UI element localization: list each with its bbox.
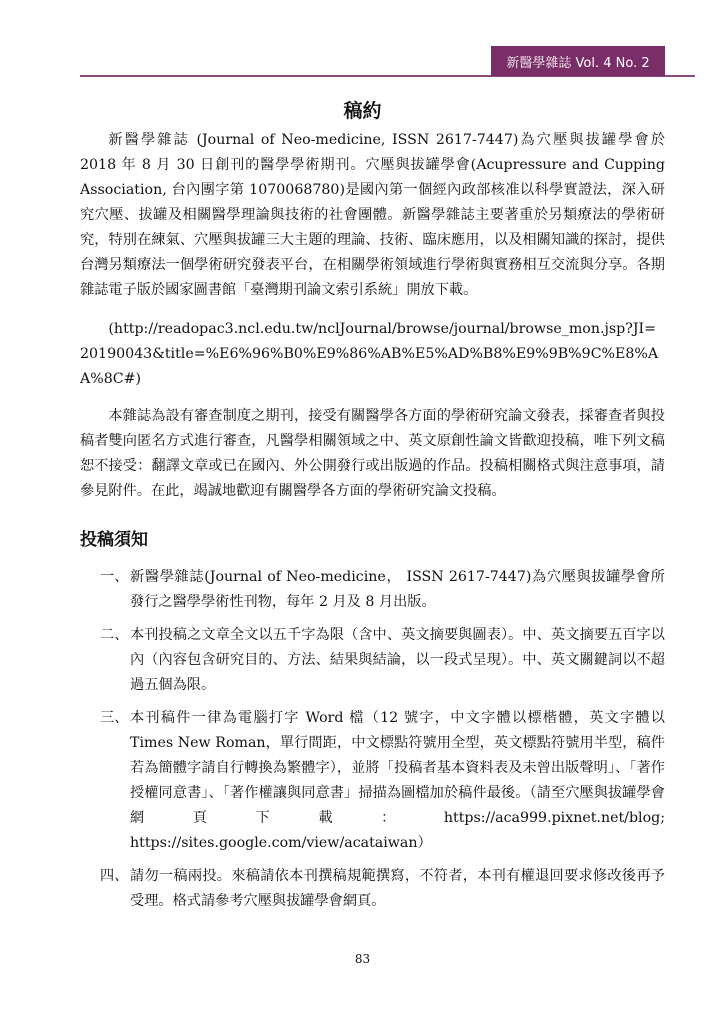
journal-header-badge: 新醫學雜誌 Vol. 4 No. 2: [491, 46, 665, 76]
rule-item: [80, 706, 665, 856]
rule-text: 新醫學雜誌(Journal of Neo-medicine， ISSN 2617-7447)為穴壓與拔罐學會所發行之醫學學術性刊物，每年 2 月及 8 月出版。: [130, 569, 665, 610]
rule-item: [80, 565, 665, 615]
rule-number: 三、: [100, 710, 129, 726]
page-number: 83: [354, 952, 371, 966]
rule-text: 請勿一稿兩投。來稿請依本刊撰稿規範撰寫，不符者，本刊有權退回要求修改後再予受理。格式請參考穴壓與拔罐學會網頁。: [130, 868, 665, 909]
rule-item: [80, 864, 665, 914]
submission-rules-list: [80, 565, 665, 914]
rule-number: 二、: [100, 627, 129, 643]
download-url[interactable]: (http://readopac3.ncl.edu.tw/nclJournal/browse/journal/browse_mon.jsp?JI=20190043&title=%E6%96%B0%E9%86%AB%E5%AD%B8%E9%9B%9C%E8%AA%8C#): [80, 321, 659, 387]
intro-paragraph: 新醫學雜誌 (Journal of Neo-medicine, ISSN 2617-7447)為穴壓與拔罐學會於 2018 年 8 月 30 日創刊的醫學學術期刊。穴壓與拔罐學會(Acupressure and Cupping Association, 台內團字第 1070068780)是國內第一個經內政部核准以科學實證法，深入研究穴壓、拔罐及相關醫學理論與技術的社會團體。新醫學雜誌主要著重於另類療法的學術研究，特別在練氣、穴壓與拔罐三大主題的理論、技術、臨床應用，以及相關知識的探討，提供台灣另類療法一個學術研究發表平台，在相關學術領域進行學術與實務相互交流與分享。各期雜誌電子版於國家圖書館「臺灣期刊論文索引系統」開放下載。: [80, 132, 665, 298]
rule-number: 四、: [100, 868, 129, 884]
rule-number: 一、: [100, 569, 129, 585]
section-heading: 投稿須知: [80, 530, 148, 550]
rule-text: 本刊投稿之文章全文以五千字為限（含中、英文摘要與圖表）。中、英文摘要五百字以內（內容包含研究目的、方法、結果與結論，以一段式呈現）。中、英文關鍵詞以不超過五個為限。: [130, 627, 665, 693]
page-title: 稿約: [343, 100, 382, 122]
review-paragraph: 本雜誌為設有審查制度之期刊，接受有關醫學各方面的學術研究論文發表，採審查者與投稿者雙向匿名方式進行審查，凡醫學相關領域之中、英文原創性論文皆歡迎投稿，唯下列文稿恕不接受：翻譯文章或已在國內、外公開發行或出版過的作品。投稿相關格式與注意事項，請參見附件。在此，竭誠地歡迎有關醫學各方面的學術研究論文投稿。: [80, 408, 665, 499]
rule-text: 本刊稿件一律為電腦打字 Word 檔（12 號字，中文字體以標楷體，英文字體以 Times New Roman，單行間距，中文標點符號用全型，英文標點符號用半型，稿件若為簡體字請自行轉換為繁體字），並將「投稿者基本資料表及未曾出版聲明」、「著作授權同意書」、「著作權讓與同意書」掃描為圖檔加於稿件最後。（請至穴壓與拔罐學會網頁下載：https://aca999.pixnet.net/blog; https://sites.google.com/view/acataiwan）: [130, 710, 665, 851]
document-body: [80, 128, 665, 922]
rule-item: [80, 623, 665, 698]
